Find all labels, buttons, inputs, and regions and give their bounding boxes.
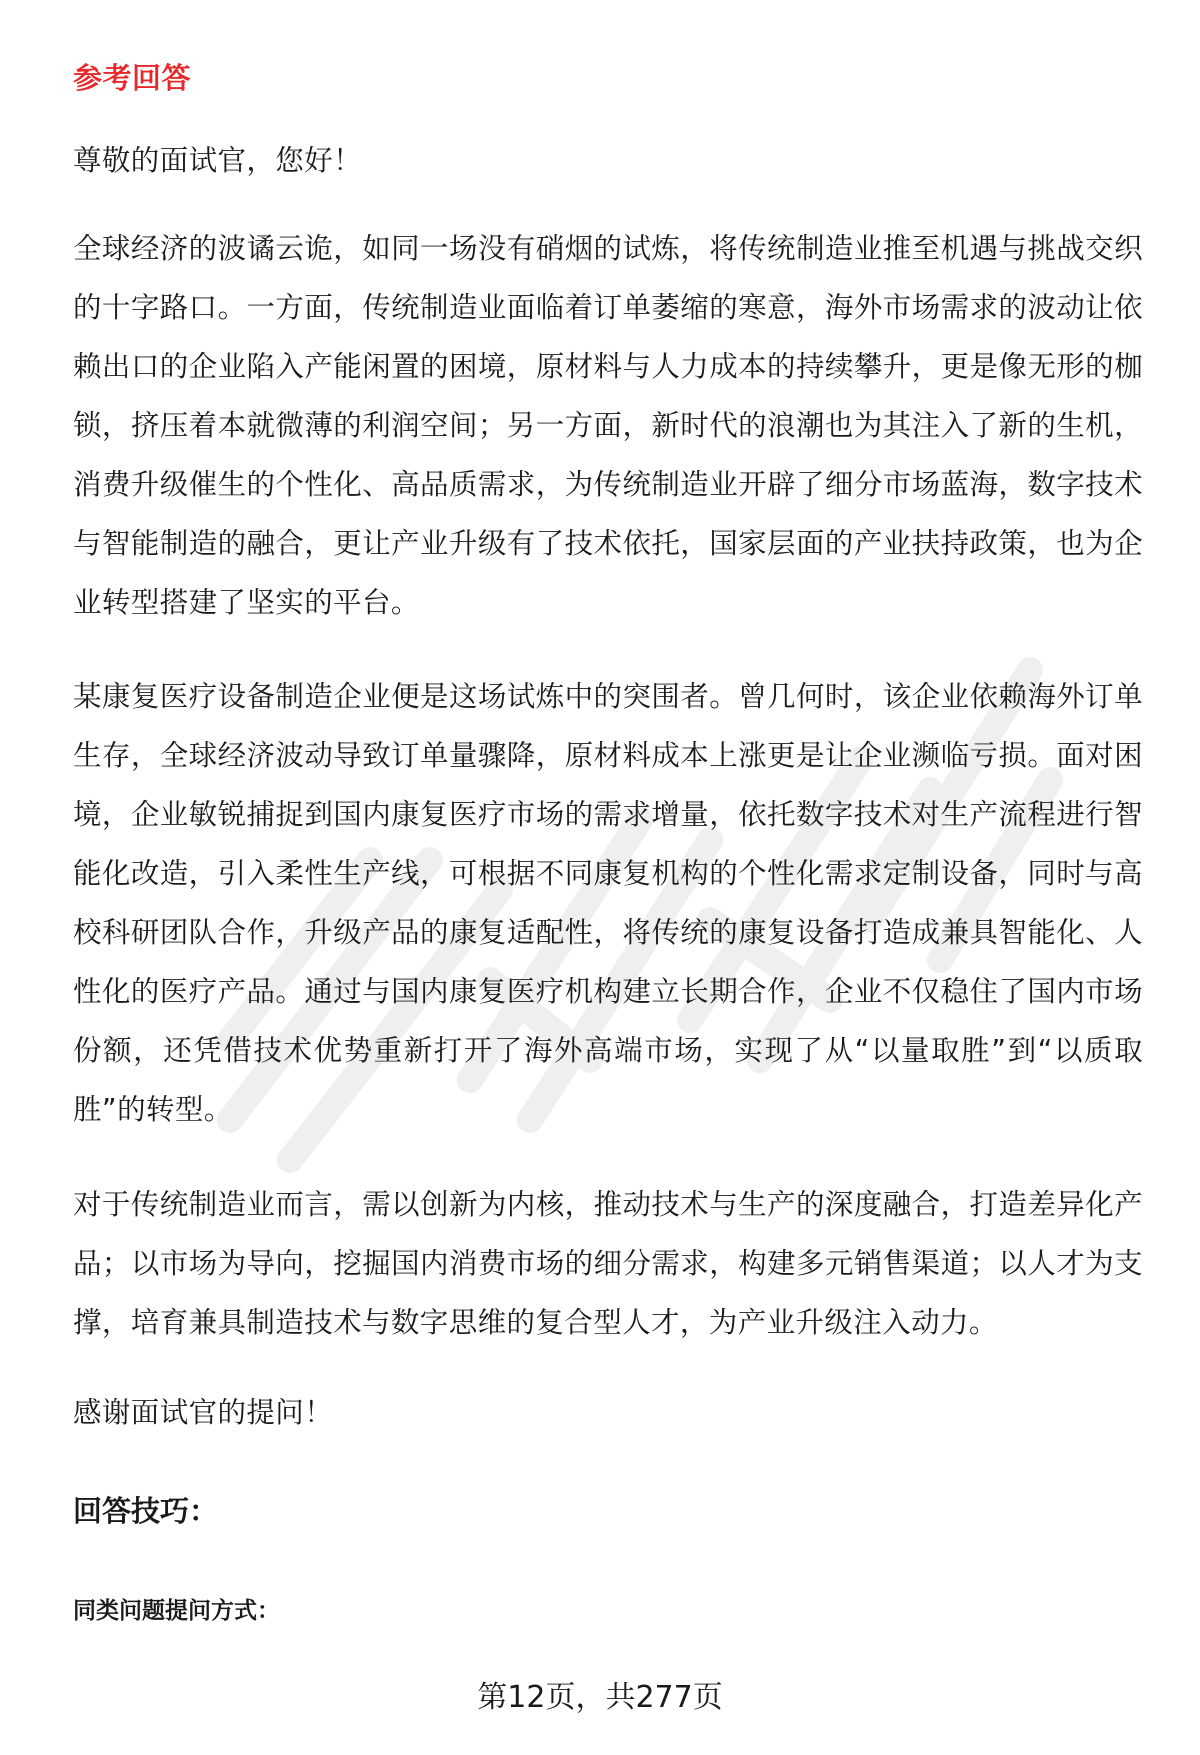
section-title-reference-answer: 参考回答 [73, 61, 192, 95]
section-title-answer-skills: 回答技巧： [73, 1494, 219, 1528]
answer-paragraph-1: 全球经济的波谲云诡，如同一场没有硝烟的试炼，将传统制造业推至机遇与挑战交织的十字路口。一方面，传统制造业面临着订单萎缩的寒意，海外市场需求的波动让依赖出口的企业陷入产能闲置的困境，原材料与人力成本的持续攀升，更是像无形的枷锁，挤压着本就微薄的利润空间；另一方面，新时代的浪潮也为其注入了新的生机，消费升级催生的个性化、高品质需求，为传统制造业开辟了细分市场蓝海，数字技术与智能制造的融合，更让产业升级有了技术依托，国家层面的产业扶持政策，也为企业转型搭建了坚实的平台。 [73, 232, 1143, 619]
closing-thanks-text: 感谢面试官的提问！ [73, 1396, 334, 1429]
page-number-footer: 第12页，共277页 [477, 1680, 723, 1715]
answer-paragraph-2: 某康复医疗设备制造企业便是这场试炼中的突围者。曾几何时，该企业依赖海外订单生存，全球经济波动导致订单量骤降，原材料成本上涨更是让企业濒临亏损。面对困境，企业敏锐捕捉到国内康复医疗市场的需求增量，依托数字技术对生产流程进行智能化改造，引入柔性生产线，可根据不同康复机构的个性化需求定制设备，同时与高校科研团队合作，升级产品的康复适配性，将传统的康复设备打造成兼具智能化、人性化的医疗产品。通过与国内康复医疗机构建立长期合作，企业不仅稳住了国内市场份额，还凭借技术优势重新打开了海外高端市场，实现了从“以量取胜”到“以质取胜”的转型。 [73, 680, 1143, 1126]
greeting-text: 尊敬的面试官，您好！ [73, 144, 363, 177]
section-title-similar-questions: 同类问题提问方式： [73, 1598, 280, 1624]
answer-paragraph-3: 对于传统制造业而言，需以创新为内核，推动技术与生产的深度融合，打造差异化产品；以市场为导向，挖掘国内消费市场的细分需求，构建多元销售渠道；以人才为支撑，培育兼具制造技术与数字思维的复合型人才，为产业升级注入动力。 [73, 1188, 1143, 1339]
